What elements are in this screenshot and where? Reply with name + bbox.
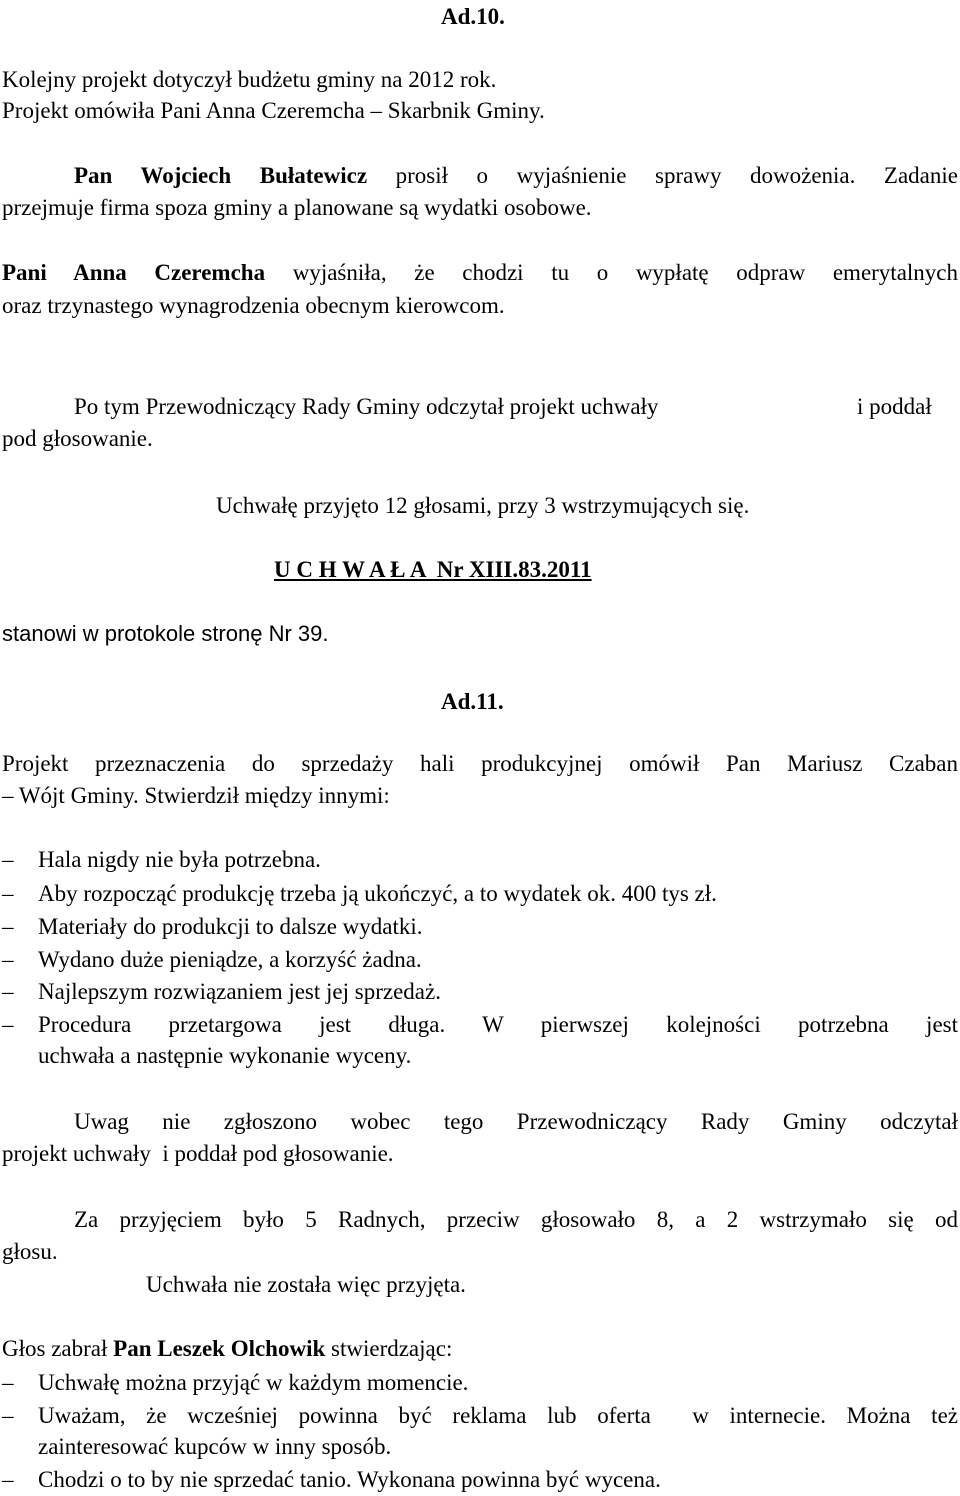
list-dash: – (2, 1403, 14, 1428)
list-dash: – (2, 1012, 14, 1037)
vote-result: Uchwała nie została więc przyjęta. (146, 1272, 466, 1297)
paragraph-line: Projekt przeznaczenia do sprzedaży hali produkcyjnej omówił Pan Mariusz Czaban (2, 751, 958, 776)
paragraph-text: wyjaśniła, że chodzi tu o wypłatę odpraw emerytalnych (265, 260, 959, 285)
paragraph-line: Kolejny projekt dotyczył budżetu gminy na 2012 rok. (2, 67, 497, 92)
paragraph-line: Za przyjęciem było 5 Radnych, przeciw głosowało 8, a 2 wstrzymało się od (74, 1207, 958, 1232)
list-item: Materiały do produkcji to dalsze wydatki. (38, 914, 423, 939)
paragraph-text: prosił o wyjaśnienie sprawy dowożenia. Zadanie (367, 163, 958, 188)
speaker-name: Pan Wojciech Bułatewicz (74, 163, 368, 188)
page-reference: stanowi w protokole stronę Nr 39. (2, 621, 329, 646)
paragraph-line: przejmuje firma spoza gminy a planowane są wydatki osobowe. (2, 195, 592, 220)
paragraph-line: Po tym Przewodniczący Rady Gminy odczytał projekt uchwały (74, 394, 659, 419)
paragraph-line: i poddał (857, 394, 932, 419)
list-item: Chodzi o to by nie sprzedać tanio. Wykonana powinna być wycena. (38, 1467, 661, 1492)
list-item-continuation: zainteresować kupców w inny sposób. (38, 1434, 392, 1459)
list-dash: – (2, 979, 14, 1004)
list-item: Uważam, że wcześniej powinna być reklama lub oferta w internecie. Można też (38, 1403, 958, 1428)
list-item-continuation: uchwała a następnie wykonanie wyceny. (38, 1043, 412, 1068)
list-dash: – (2, 914, 14, 939)
paragraph-line (2, 259, 958, 287)
list-item: Procedura przetargowa jest długa. W pierwszej kolejności potrzebna jest (38, 1012, 958, 1037)
list-dash: – (2, 1467, 14, 1492)
list-item: Wydano duże pieniądze, a korzyść żadna. (38, 947, 422, 972)
paragraph-line: projekt uchwały i poddał pod głosowanie. (2, 1141, 394, 1166)
paragraph-line: – Wójt Gminy. Stwierdził między innymi: (2, 783, 390, 808)
paragraph-line: Uwag nie zgłoszono wobec tego Przewodniczący Rady Gminy odczytał (74, 1109, 958, 1134)
paragraph-line: głosu. (2, 1239, 58, 1264)
paragraph-line: pod głosowanie. (2, 426, 153, 451)
paragraph-text: stwierdzając: (325, 1336, 453, 1361)
list-dash: – (2, 947, 14, 972)
paragraph-line (2, 1335, 452, 1363)
speaker-name: Pan Leszek Olchowik (113, 1336, 326, 1361)
list-item: Aby rozpocząć produkcję trzeba ją ukończyć, a to wydatek ok. 400 tys zł. (38, 881, 717, 906)
section-heading-ad10: Ad.10. (441, 4, 505, 29)
list-dash: – (2, 1370, 14, 1395)
list-dash: – (2, 881, 14, 906)
list-item: Najlepszym rozwiązaniem jest jej sprzedaż. (38, 979, 441, 1004)
resolution-number: U C H W A Ł A Nr XIII.83.2011 (274, 557, 592, 582)
paragraph-line (74, 162, 958, 190)
vote-result: Uchwałę przyjęto 12 głosami, przy 3 wstrzymujących się. (216, 493, 750, 518)
speaker-name: Pani Anna Czeremcha (2, 260, 266, 285)
paragraph-text: Głos zabrał (2, 1336, 114, 1361)
paragraph-line: oraz trzynastego wynagrodzenia obecnym kierowcom. (2, 293, 505, 318)
list-dash: – (2, 847, 14, 872)
paragraph-line: Projekt omówiła Pani Anna Czeremcha – Skarbnik Gminy. (2, 98, 545, 123)
list-item: Hala nigdy nie była potrzebna. (38, 847, 321, 872)
list-item: Uchwałę można przyjąć w każdym momencie. (38, 1370, 469, 1395)
section-heading-ad11: Ad.11. (441, 689, 504, 714)
